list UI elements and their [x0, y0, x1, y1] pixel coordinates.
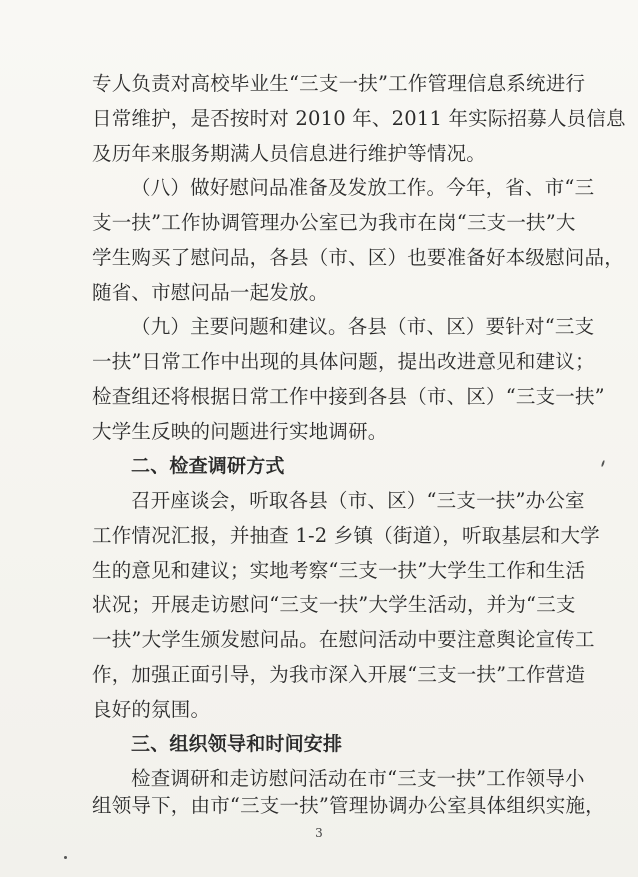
scan-speck	[601, 460, 605, 467]
text-line: 生的意见和建议；实地考察“三支一扶”大学生工作和生活	[92, 559, 586, 582]
text-line: 工作情况汇报，并抽查 1-2 乡镇（街道），听取基层和大学	[92, 524, 600, 547]
text-line: 随省、市慰问品一起发放。	[92, 281, 329, 304]
paragraph-9-start: （九）主要问题和建议。各县（市、区）要针对“三支	[131, 315, 595, 338]
text-line: 学生购买了慰问品，各县（市、区）也要准备好本级慰问品，	[92, 246, 624, 269]
text-line: 专人负责对高校毕业生“三支一扶”工作管理信息系统进行	[92, 72, 586, 95]
text-line: 支一扶”工作协调管理办公室已为我市在岗“三支一扶”大	[92, 211, 576, 234]
section-heading-2: 二、检查调研方式	[131, 455, 285, 477]
text-line: 组领导下，由市“三支一扶”管理协调办公室具体组织实施，	[92, 794, 605, 817]
section-heading-3: 三、组织领导和时间安排	[131, 733, 343, 755]
text-line: 一扶”日常工作中出现的具体问题，提出改进意见和建议；	[92, 350, 595, 373]
scan-speck	[64, 856, 67, 859]
text-line: 大学生反映的问题进行实地调研。	[92, 420, 388, 443]
text-line: 一扶”大学生颁发慰问品。在慰问活动中要注意舆论宣传工	[92, 628, 595, 651]
text-line: 检查调研和走访慰问活动在市“三支一扶”工作领导小	[131, 767, 585, 790]
text-line: 召开座谈会，听取各县（市、区）“三支一扶”办公室	[131, 489, 585, 512]
text-line: 检查组还将根据日常工作中接到各县（市、区）“三支一扶”	[92, 385, 605, 408]
paragraph-8-start: （八）做好慰问品准备及发放工作。今年，省、市“三	[131, 176, 595, 199]
text-line: 良好的氛围。	[92, 698, 211, 721]
text-line: 及历年来服务期满人员信息进行维护等情况。	[92, 142, 487, 165]
text-line: 作，加强正面引导，为我市深入开展“三支一扶”工作营造	[92, 663, 586, 686]
page-number: 3	[315, 826, 323, 840]
text-line: 状况；开展走访慰问“三支一扶”大学生活动，并为“三支	[92, 593, 576, 616]
text-line: 日常维护，是否按时对 2010 年、2011 年实际招募人员信息	[92, 107, 626, 130]
